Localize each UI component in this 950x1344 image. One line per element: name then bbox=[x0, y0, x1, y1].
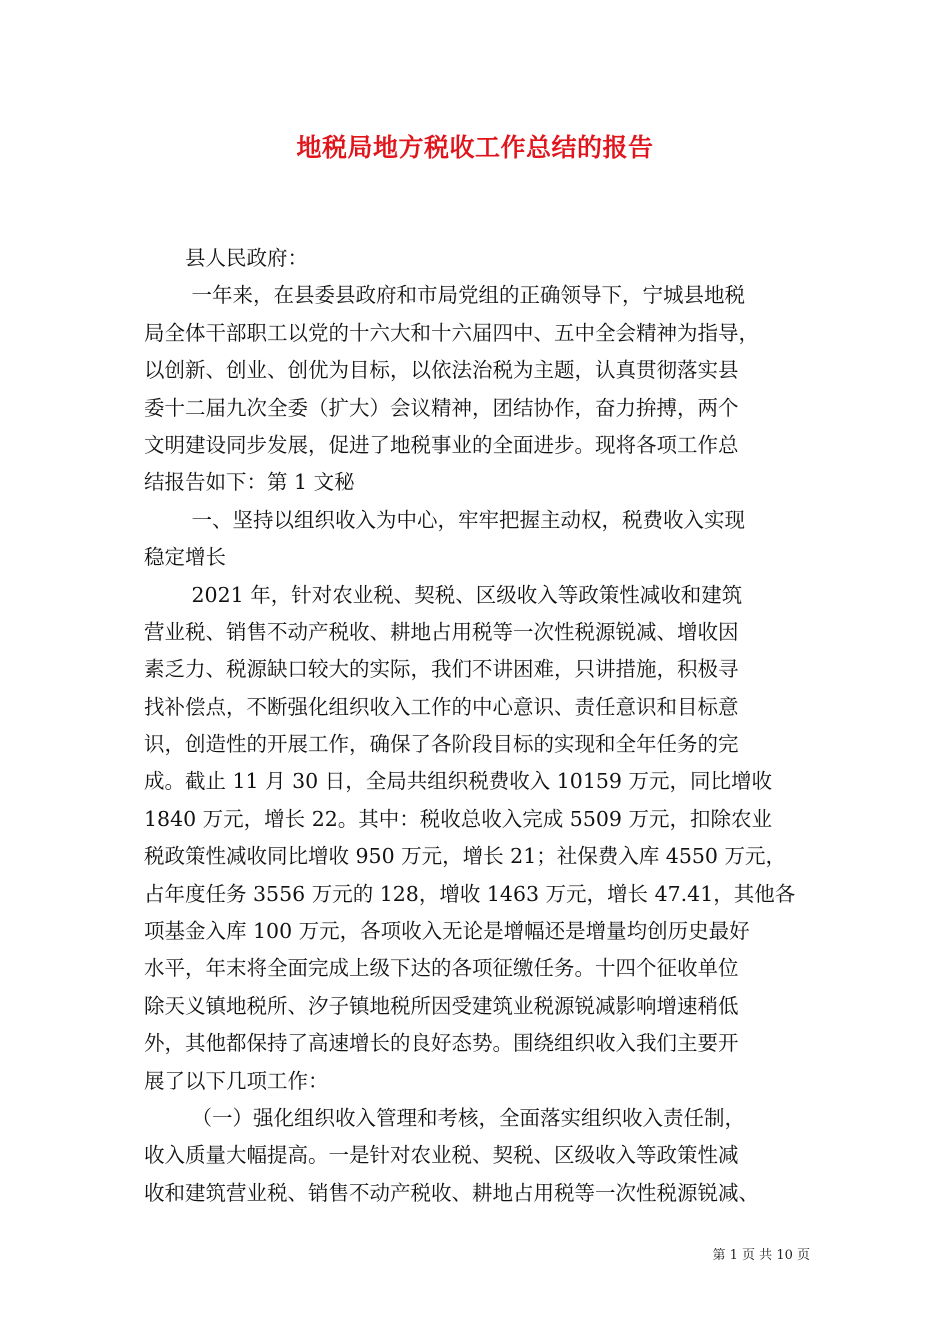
text-line: 局全体干部职工以党的十六大和十六届四中、五中全会精神为指导， bbox=[144, 320, 759, 345]
text-line: 占年度任务 3556 万元的 128，增收 1463 万元，增长 47.41，其他各 bbox=[144, 881, 796, 906]
text-line: 以创新、创业、创优为目标，以依法治税为主题，认真贯彻落实县 bbox=[144, 358, 739, 383]
text-line: 2021 年，针对农业税、契税、区级收入等政策性减收和建筑 bbox=[144, 582, 743, 607]
text-line: 税政策性减收同比增收 950 万元，增长 21；社保费入库 4550 万元， bbox=[144, 844, 786, 869]
text-line: 一、坚持以组织收入为中心，牢牢把握主动权，税费收入实现 bbox=[144, 507, 746, 532]
text-line: 收入质量大幅提高。一是针对农业税、契税、区级收入等政策性减 bbox=[144, 1143, 739, 1168]
page-number: 第 1 页 共 10 页 bbox=[712, 1248, 810, 1263]
text-line: 结报告如下：第 1 文秘 bbox=[144, 470, 355, 495]
text-line: 外，其他都保持了高速增长的良好态势。围绕组织收入我们主要开 bbox=[144, 1031, 739, 1056]
text-line: 除天义镇地税所、汐子镇地税所因受建筑业税源锐减影响增速稍低 bbox=[144, 993, 739, 1018]
text-line: 水平，年末将全面完成上级下达的各项征缴任务。十四个征收单位 bbox=[144, 956, 739, 981]
text-line: 展了以下几项工作： bbox=[144, 1068, 329, 1093]
document-title: 地税局地方税收工作总结的报告 bbox=[296, 133, 654, 162]
document-body bbox=[144, 240, 812, 1212]
text-line: 委十二届九次全委（扩大）会议精神，团结协作，奋力拚搏，两个 bbox=[144, 395, 739, 420]
text-line: 县人民政府： bbox=[144, 246, 308, 270]
text-line: 找补偿点，不断强化组织收入工作的中心意识、责任意识和目标意 bbox=[144, 694, 739, 719]
text-line: 1840 万元，增长 22。其中：税收总收入完成 5509 万元，扣除农业 bbox=[144, 806, 772, 831]
text-line: 稳定增长 bbox=[144, 545, 226, 570]
text-line: 营业税、销售不动产税收、耕地占用税等一次性税源锐减、增收因 bbox=[144, 619, 739, 644]
text-line: 一年来，在县委县政府和市局党组的正确领导下，宁城县地税 bbox=[144, 283, 746, 308]
text-line: 素乏力、税源缺口较大的实际，我们不讲困难，只讲措施，积极寻 bbox=[144, 657, 739, 682]
text-line: 文明建设同步发展，促进了地税事业的全面进步。现将各项工作总 bbox=[144, 432, 739, 457]
text-line: （一）强化组织收入管理和考核，全面落实组织收入责任制， bbox=[144, 1105, 746, 1130]
text-line: 收和建筑营业税、销售不动产税收、耕地占用税等一次性税源锐减、 bbox=[144, 1180, 759, 1205]
text-line: 项基金入库 100 万元，各项收入无论是增幅还是增量均创历史最好 bbox=[144, 919, 750, 944]
text-line: 成。截止 11 月 30 日，全局共组织税费收入 10159 万元，同比增收 bbox=[144, 769, 772, 794]
text-line: 识，创造性的开展工作，确保了各阶段目标的实现和全年任务的完 bbox=[144, 732, 739, 757]
